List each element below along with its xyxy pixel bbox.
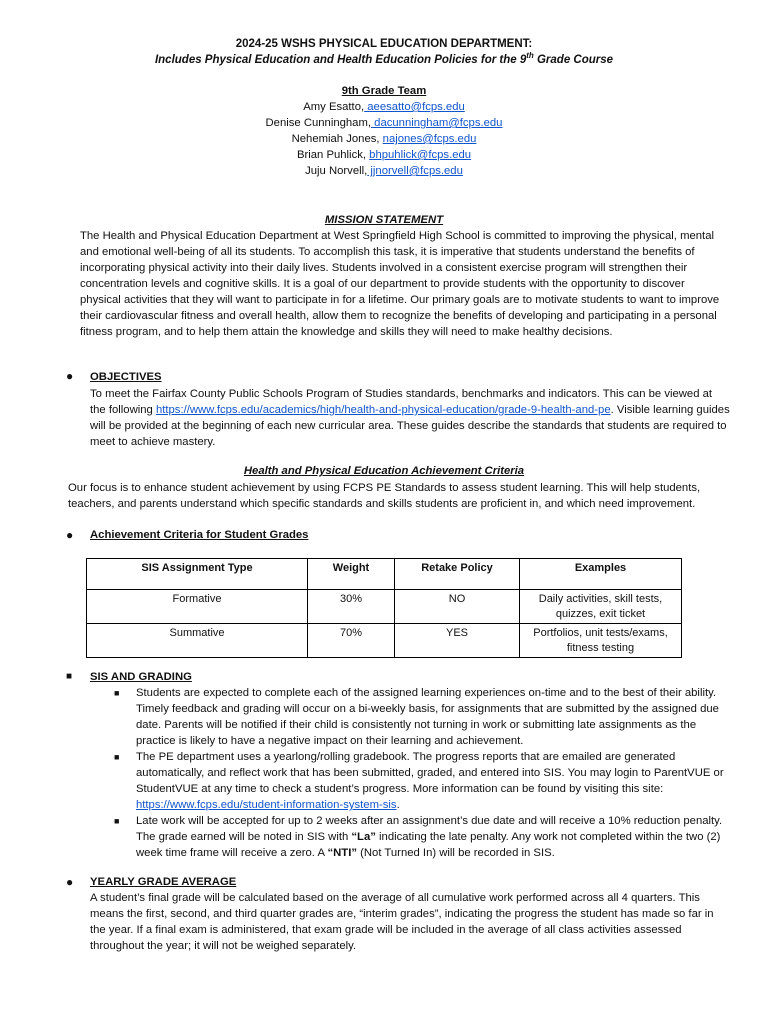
square-bullet-icon: ■ <box>114 816 120 826</box>
sis-heading: SIS AND GRADING <box>90 671 192 683</box>
member-email-link[interactable]: aeesatto@fcps.edu <box>364 101 465 113</box>
table-cell: Portfolios, unit tests/exams, fitness testing <box>520 624 682 658</box>
table-cell: NO <box>395 590 520 624</box>
table-cell: 70% <box>308 624 395 658</box>
member-email-link[interactable]: najones@fcps.edu <box>382 133 477 145</box>
objectives-heading: OBJECTIVES <box>90 371 162 383</box>
member-email-link[interactable]: dacunningham@fcps.edu <box>371 117 503 129</box>
subtitle-superscript: th <box>526 51 534 61</box>
yearly-text: A student’s final grade will be calculated based on the average of all cumulative work performed across all 4 quarters. This means the first, second, and third quarter grades are, “interim grades”, indicating the progress the student has made so far in the year. If a final exam is administered, that exam grade will be included in the average of all class activities assessed throughout the year; it will not be weighed separately. <box>90 892 714 952</box>
member-name: Juju Norvell, <box>305 165 368 177</box>
team-member <box>0 131 768 147</box>
table-cell: Daily activities, skill tests, quizzes, exit ticket <box>520 590 682 624</box>
team-member <box>0 99 768 115</box>
sis-bullet-icon: ■ <box>66 671 73 682</box>
subtitle-end: Grade Course <box>533 54 614 66</box>
sis-item-text: Late work will be accepted for up to 2 weeks after an assignment’s due date and will receive a 10% reduction penalty. The grade earned will be noted in SIS with <box>136 815 723 843</box>
col-header-examples: Examples <box>520 559 682 590</box>
list-item <box>114 749 726 813</box>
team-heading: 9th Grade Team <box>341 85 427 97</box>
mission-text: The Health and Physical Education Department at West Springfield High School is committed to improving the physical, mental and emotional well-being of all its students. To accomplish this task, it is imperative that students understand the benefits of incorporating physical activity into their daily lives. Students involved in a consistent exercise program will strengthen their concentration levels and cognitive skills. It is a goal of our department to provide students with the opportunity to discover physical activities that they will want to participate in for a lifetime. Our primary goals are to motivate students to want to improve their cardiovascular fitness and overall health, allow them to recognize the benefits of developing and participating in a personal fitness program, and to help them attain the knowledge and skills they will need to make healthy decisions. <box>80 230 720 338</box>
objectives-link[interactable]: https://www.fcps.edu/academics/high/health-and-physical-education/grade-9-health-and-pe <box>155 404 611 416</box>
nti-code: “NTI” <box>327 847 357 859</box>
objectives-bullet-icon: ● <box>66 369 74 383</box>
list-item <box>114 813 726 861</box>
team-list <box>0 99 768 179</box>
table-row <box>87 590 682 624</box>
sis-link[interactable]: https://www.fcps.edu/student-information-system-sis <box>136 799 397 811</box>
member-email-link[interactable]: bhpuhlick@fcps.edu <box>369 149 472 161</box>
team-member <box>0 163 768 179</box>
member-email-link[interactable]: jjnorvell@fcps.edu <box>367 165 463 177</box>
team-member <box>0 115 768 131</box>
member-name: Denise Cunningham, <box>265 117 372 129</box>
objectives-text-before: To meet the Fairfax County Public Schools Program of Studies standards, benchmarks and indicators. This can be viewed at the following <box>90 388 713 416</box>
col-header-retake-policy: Retake Policy <box>395 559 520 590</box>
member-name: Brian Puhlick, <box>296 149 367 161</box>
late-code: “La” <box>351 831 376 843</box>
team-member <box>0 147 768 163</box>
criteria-bullet-icon: ● <box>66 528 74 542</box>
sis-item-text-after: . <box>396 799 400 811</box>
table-row <box>87 624 682 658</box>
objectives-text <box>90 386 730 450</box>
table-cell: 30% <box>308 590 395 624</box>
square-bullet-icon: ■ <box>114 752 120 762</box>
objectives-text-after: . Visible learning guides will be provided at the beginning of each new curricular area. These guides describe the standards that students are required to meet to achieve mastery. <box>90 404 730 448</box>
list-item <box>114 685 726 749</box>
member-name: Amy Esatto, <box>303 101 365 113</box>
yearly-bullet-icon: ● <box>66 875 74 889</box>
criteria-heading: Achievement Criteria for Student Grades <box>90 529 309 541</box>
sis-item-text: (Not Turned In) will be recorded in SIS. <box>357 847 555 859</box>
square-bullet-icon: ■ <box>114 688 120 698</box>
table-header-row <box>87 559 682 590</box>
col-header-weight: Weight <box>308 559 395 590</box>
achievement-text: Our focus is to enhance student achievement by using FCPS PE Standards to assess student learning. This will help students, teachers, and parents understand which specific standards and skills students are proficient in, and which need improvement. <box>68 482 701 510</box>
mission-heading: MISSION STATEMENT <box>324 214 444 226</box>
col-header-assignment-type: SIS Assignment Type <box>87 559 308 590</box>
yearly-heading: YEARLY GRADE AVERAGE <box>90 876 237 888</box>
table-cell: Summative <box>87 624 308 658</box>
subtitle-main: Includes Physical Education and Health Education Policies for the 9 <box>154 54 527 66</box>
sis-item-text: indicating the late penalty. Any work not completed within the two (2) week time frame will receive a zero. A <box>136 831 721 859</box>
table-cell: Formative <box>87 590 308 624</box>
sis-item-text: The PE department uses a yearlong/rolling gradebook. The progress reports that are emailed are generated automatically, and reflect work that has been submitted, graded, and entered into SIS. You may login to ParentVUE or StudentVUE at any time to check a student’s progress. More information can be found by visiting this site: <box>136 751 724 795</box>
sis-list <box>114 685 726 861</box>
document-subtitle <box>0 52 768 68</box>
document-title: 2024-25 WSHS PHYSICAL EDUCATION DEPARTMENT: <box>235 38 533 50</box>
table-cell: YES <box>395 624 520 658</box>
sis-item-text: Students are expected to complete each of the assigned learning experiences on-time and to the best of their ability. Timely feedback and grading will occur on a bi-weekly basis, for assignments that are submitted by the assigned due date. Parents will be notified if their child is consistently not turning in work or submitting late assignments as the practice is likely to have a negative impact on their learning and achievement. <box>136 687 719 747</box>
criteria-table <box>86 558 682 658</box>
member-name: Nehemiah Jones, <box>291 133 380 145</box>
achievement-heading: Health and Physical Education Achievement Criteria <box>243 465 525 477</box>
